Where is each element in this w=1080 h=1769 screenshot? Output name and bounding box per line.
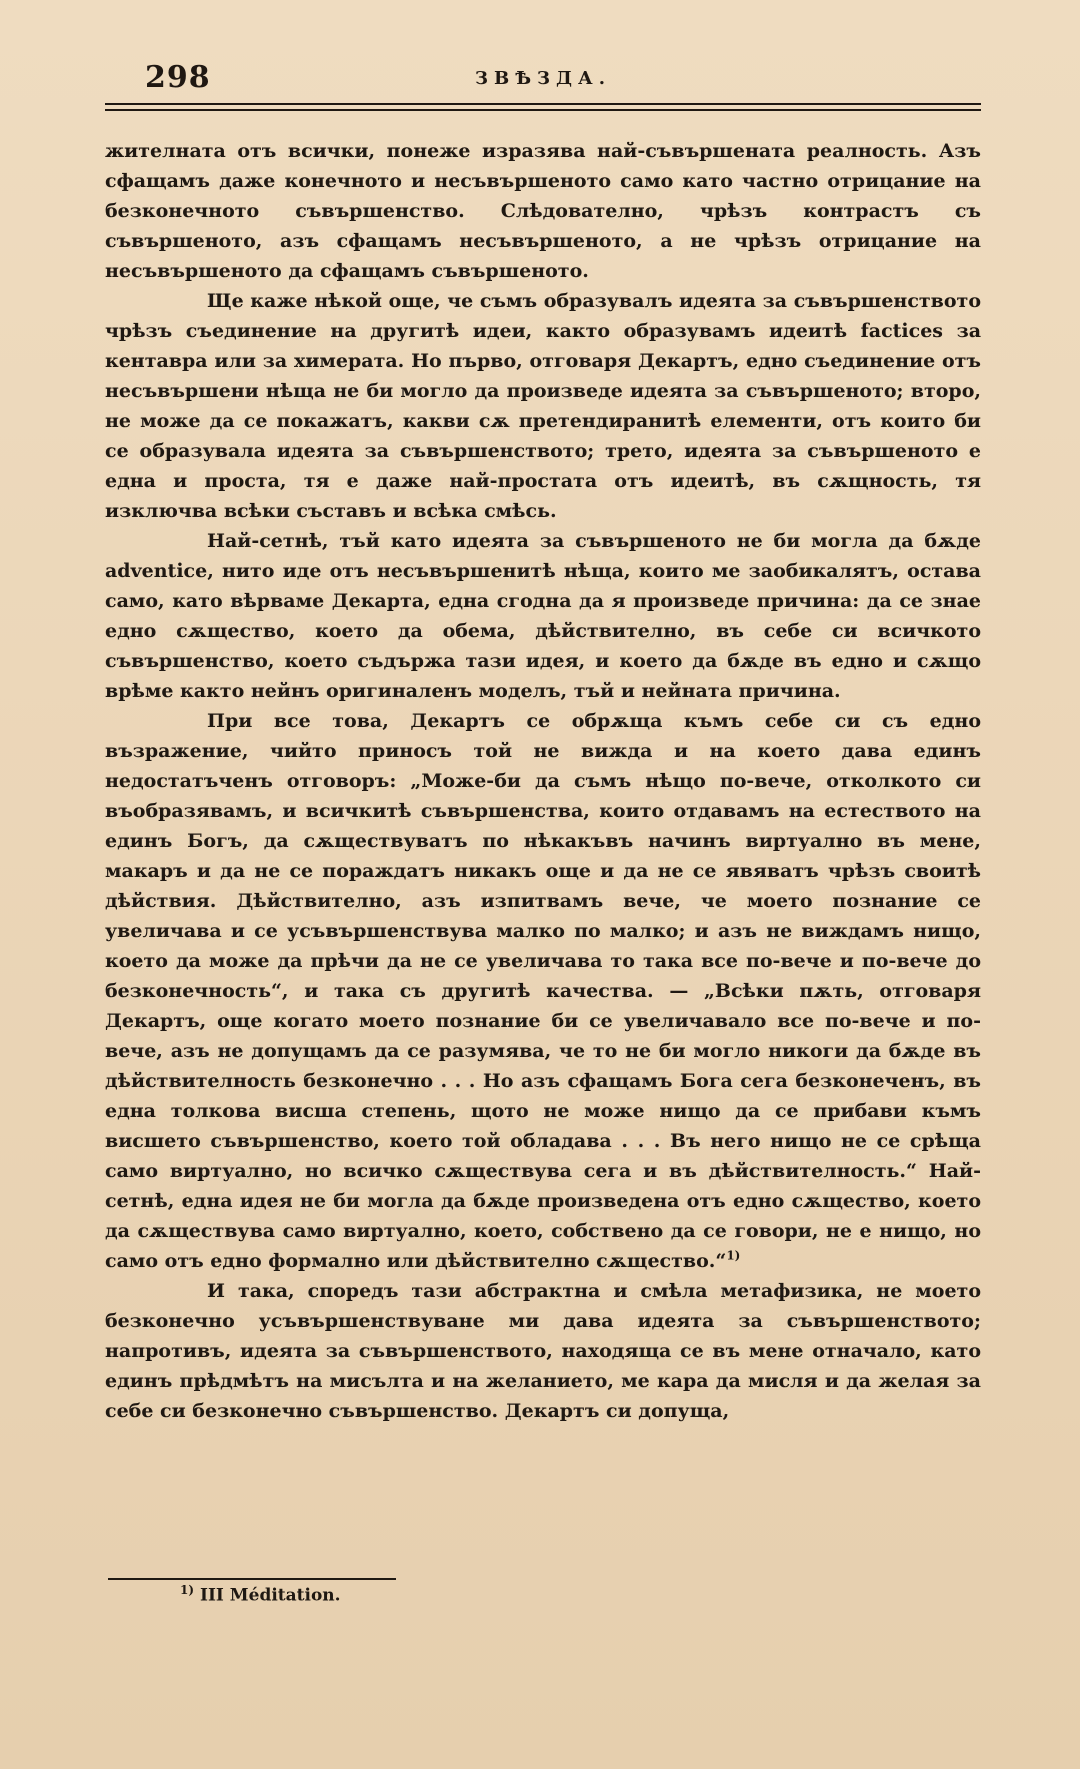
header-rule-bottom <box>105 109 981 111</box>
paragraph-2-text: Ще каже нѣкой още, че съмъ образувалъ идеята за съвършенството чрѣзъ съединение на другитѣ идеи, както образувамъ идеитѣ factices за кентавра или за химерата. Но първо, отговаря Декартъ, едно съединение отъ несъвършени нѣща не би могло да произведе идеята за съвършеното; второ, не може да се покажатъ, какви сѫ претендиранитѣ елементи, отъ които би се образувала идеята за съвършенството; трето, идеята за съвършеното е една и проста, тя е даже най-простата отъ идеитѣ, въ сѫщность, тя изключва всѣки съставъ и всѣка смѣсь. <box>105 290 981 522</box>
paragraph-3 <box>105 526 981 706</box>
paragraph-1 <box>105 136 981 286</box>
footnote-reference: 1) <box>726 1248 741 1263</box>
running-header <box>105 60 981 100</box>
paragraph-1-text: жителната отъ всички, понеже изразява най-съвършената реалность. Азъ сфащамъ даже конечното и несъвършеното само като частно отрицание на безконечното съвършенство. Слѣдователно, чрѣзъ контрастъ съ съвършеното, азъ сфащамъ несъвършеното, а не чрѣзъ отрицание на несъвършеното да сфащамъ съвършеното. <box>105 140 981 282</box>
paragraph-2 <box>105 286 981 526</box>
paragraph-5-text: И така, споредъ тази абстрактна и смѣла метафизика, не моето безконечно усъвършенствуване ми дава идеята за съвършенството; напротивъ, идеята за съвършенството, находяща се въ мене отначало, като единъ прѣдмѣтъ на мисълта и на желанието, ме кара да мисля и да желая за себе си безконечно съвършенство. Декартъ си допуща, <box>105 1280 981 1422</box>
paragraph-4 <box>105 706 981 1276</box>
paragraph-5 <box>105 1276 981 1426</box>
paragraph-4-text: При все това, Декартъ се обрѫща къмъ себе си съ едно възражение, чийто приносъ той не вижда и на което дава единъ недостатъченъ отговоръ: „Може-би да съмъ нѣщо по-вече, отколкото си въобразявамъ, и всичкитѣ съвършенства, които отдавамъ на естеството на единъ Богъ, да сѫществуватъ по нѣкакъвъ начинъ виртуално въ мене, макаръ и да не се пораждатъ никакъ още и да не се явяватъ чрѣзъ своитѣ дѣйствия. Дѣйствително, азъ изпитвамъ вече, че моето познание се увеличава и се усъвършенствува малко по малко; и азъ не виждамъ нищо, което да може да прѣчи да не се увеличава то така все по-вече и по-вече до безконечность“, и така съ другитѣ качества. — „Всѣки пѫть, отговаря Декартъ, още когато моето познание би се увеличавало все по-вече и по-вече, азъ не допущамъ да се разумява, че то не би могло никоги да бѫде въ дѣйствителность безконечно . . . Но азъ сфащамъ Бога сега безконеченъ, въ една толкова висша степень, щото не може нищо да се прибави къмъ висшето съвършенство, което той обладава . . . Въ него нищо не се срѣща само виртуално, но всичко сѫществува сега и въ дѣйствителность.“ Най-сетнѣ, една идея не би могла да бѫде произведена отъ едно сѫщество, което да сѫществува само виртуално, което, собствено да се говори, не е нищо, но само отъ едно формално или дѣйствително сѫщество.“ <box>105 710 981 1272</box>
footnote <box>180 1583 341 1606</box>
footnote-mark: 1) <box>180 1583 195 1597</box>
header-rule-top <box>105 103 981 105</box>
paragraph-3-text: Най-сетнѣ, тъй като идеята за съвършеното не би могла да бѫде adventice, нито иде отъ несъвършенитѣ нѣща, които ме заобикалятъ, остава само, като вѣрваме Декарта, една сгодна да я произведе причина: да се знае едно сѫщество, което да обема, дѣйствително, въ себе си всичкото съвършенство, което съдържа тази идея, и което да бѫде въ едно и сѫщо врѣме както нейнъ оригиналенъ моделъ, тъй и нейната причина. <box>105 530 981 702</box>
footnote-rule <box>108 1578 396 1580</box>
running-title: ЗВѢЗДА. <box>475 68 611 89</box>
body-text <box>105 136 981 1426</box>
page-number: 298 <box>145 60 211 95</box>
footnote-text: III Méditation. <box>200 1585 341 1606</box>
